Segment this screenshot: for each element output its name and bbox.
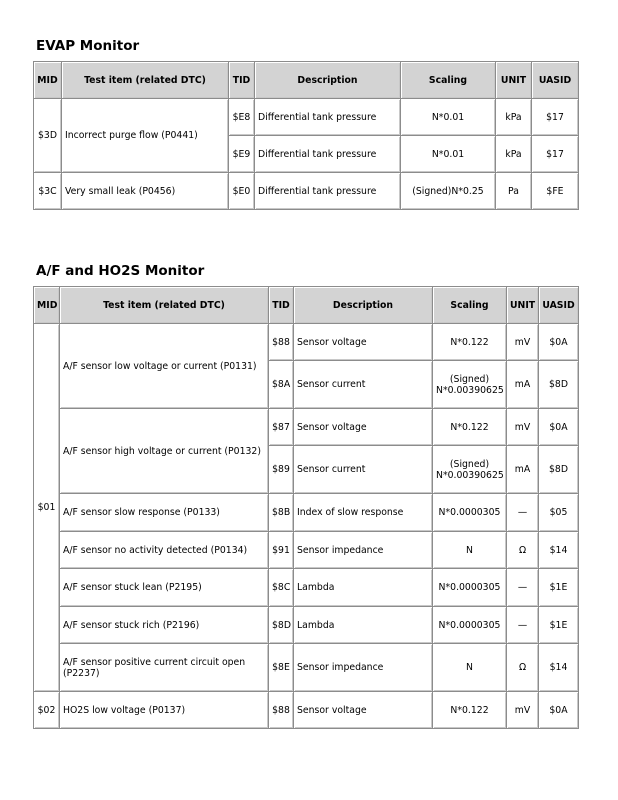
scaling-cell: N*0.01 [401,136,496,173]
evap-monitor-table [33,61,579,210]
header-mid: MID [34,287,60,324]
description-cell: Sensor voltage [294,324,433,361]
description-cell: Differential tank pressure [255,99,401,136]
table-row [34,607,579,644]
test-item-cell: A/F sensor stuck lean (P2195) [60,569,269,607]
header-uasid: UASID [539,287,579,324]
unit-cell: Ω [507,532,539,569]
tid-cell: $8C [269,569,294,607]
tid-cell: $88 [269,324,294,361]
scaling-cell: N*0.122 [433,324,507,361]
description-cell: Lambda [294,607,433,644]
uasid-cell: $05 [539,494,579,532]
test-item-cell: Incorrect purge flow (P0441) [62,99,229,173]
scaling-cell: (Signed)N*0.25 [401,173,496,210]
table-header-row [34,287,579,324]
uasid-cell: $0A [539,324,579,361]
mid-cell: $3C [34,173,62,210]
scaling-signed-label: (Signed) [449,458,490,470]
scaling-cell: N*0.0000305 [433,569,507,607]
uasid-cell: $8D [539,446,579,494]
unit-cell: mA [507,361,539,409]
header-description: Description [294,287,433,324]
test-item-cell: A/F sensor no activity detected (P0134) [60,532,269,569]
scaling-cell: N [433,532,507,569]
description-cell: Differential tank pressure [255,173,401,210]
table-row [34,324,579,361]
uasid-cell: $14 [539,644,579,692]
unit-cell: mV [507,324,539,361]
unit-cell: Pa [496,173,532,210]
table-row [34,532,579,569]
tid-cell: $87 [269,409,294,446]
uasid-cell: $0A [539,409,579,446]
header-unit: UNIT [507,287,539,324]
description-cell: Sensor voltage [294,409,433,446]
test-item-cell: A/F sensor high voltage or current (P0132) [60,409,269,494]
header-uasid: UASID [532,62,579,99]
description-cell: Lambda [294,569,433,607]
scaling-cell: N [433,644,507,692]
unit-cell: — [507,607,539,644]
header-scaling: Scaling [433,287,507,324]
unit-cell: mV [507,692,539,729]
tid-cell: $88 [269,692,294,729]
tid-cell: $E9 [229,136,255,173]
scaling-cell: N*0.0000305 [433,494,507,532]
description-cell: Sensor current [294,361,433,409]
header-test-item: Test item (related DTC) [62,62,229,99]
uasid-cell: $17 [532,99,579,136]
table-row [34,644,579,692]
tid-cell: $8A [269,361,294,409]
table-row [34,409,579,446]
uasid-cell: $1E [539,607,579,644]
table-row [34,569,579,607]
scaling-formula: N*0.00390625 [436,469,504,481]
table-row [34,99,579,136]
scaling-cell: N*0.122 [433,692,507,729]
af-ho2s-monitor-table [33,286,579,729]
unit-cell: kPa [496,99,532,136]
header-mid: MID [34,62,62,99]
test-item-cell: Very small leak (P0456) [62,173,229,210]
tid-cell: $8E [269,644,294,692]
scaling-signed-label: (Signed) [449,373,490,385]
mid-cell: $01 [34,324,60,692]
tid-cell: $91 [269,532,294,569]
scaling-cell: N*0.0000305 [433,607,507,644]
uasid-cell: $FE [532,173,579,210]
scaling-cell [433,361,507,409]
scaling-cell: N*0.122 [433,409,507,446]
uasid-cell: $0A [539,692,579,729]
evap-monitor-heading: EVAP Monitor [36,38,140,54]
header-test-item: Test item (related DTC) [60,287,269,324]
unit-cell: mV [507,409,539,446]
unit-cell: — [507,494,539,532]
description-cell: Index of slow response [294,494,433,532]
uasid-cell: $14 [539,532,579,569]
tid-cell: $8D [269,607,294,644]
uasid-cell: $1E [539,569,579,607]
scaling-formula: N*0.00390625 [436,384,504,396]
test-item-cell: A/F sensor positive current circuit open (P2237) [60,644,269,692]
table-header-row [34,62,579,99]
test-item-cell: A/F sensor stuck rich (P2196) [60,607,269,644]
header-description: Description [255,62,401,99]
description-cell: Sensor current [294,446,433,494]
tid-cell: $89 [269,446,294,494]
description-cell: Sensor impedance [294,532,433,569]
table-row [34,173,579,210]
scaling-cell [433,446,507,494]
description-cell: Sensor voltage [294,692,433,729]
test-item-cell: A/F sensor slow response (P0133) [60,494,269,532]
uasid-cell: $17 [532,136,579,173]
mid-cell: $02 [34,692,60,729]
uasid-cell: $8D [539,361,579,409]
unit-cell: kPa [496,136,532,173]
description-cell: Differential tank pressure [255,136,401,173]
tid-cell: $8B [269,494,294,532]
header-unit: UNIT [496,62,532,99]
mid-cell: $3D [34,99,62,173]
test-item-cell: A/F sensor low voltage or current (P0131) [60,324,269,409]
unit-cell: Ω [507,644,539,692]
header-tid: TID [229,62,255,99]
table-row [34,494,579,532]
tid-cell: $E0 [229,173,255,210]
header-scaling: Scaling [401,62,496,99]
af-ho2s-monitor-heading: A/F and HO2S Monitor [36,263,205,279]
test-item-cell: HO2S low voltage (P0137) [60,692,269,729]
tid-cell: $E8 [229,99,255,136]
description-cell: Sensor impedance [294,644,433,692]
table-row [34,692,579,729]
unit-cell: mA [507,446,539,494]
scaling-cell: N*0.01 [401,99,496,136]
header-tid: TID [269,287,294,324]
unit-cell: — [507,569,539,607]
